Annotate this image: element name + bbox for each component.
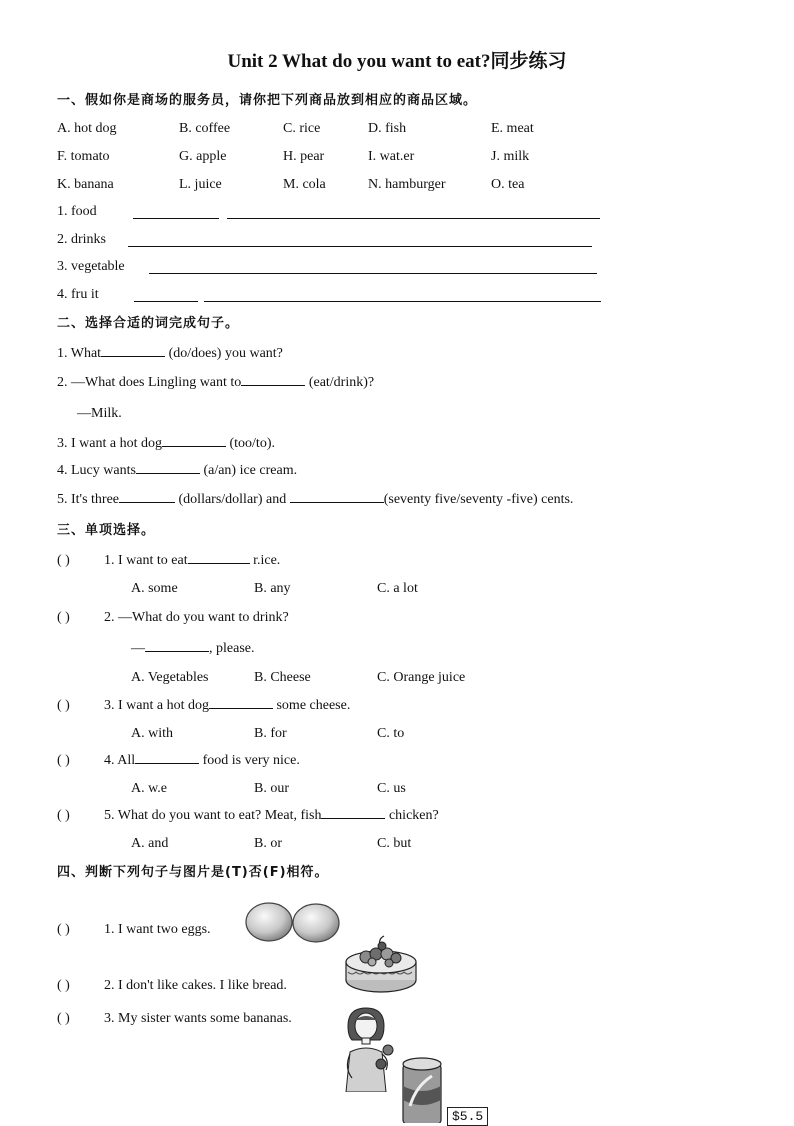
option-b: B. for (254, 726, 287, 741)
answer-line[interactable] (204, 301, 601, 302)
item-l: L. juice (179, 177, 222, 192)
item-g: G. apple (179, 149, 227, 164)
answer-paren[interactable]: ( ) (57, 808, 70, 823)
section2-heading: 二、选择合适的词完成句子。 (57, 316, 240, 331)
q-text: (dollars/dollar) and (175, 492, 290, 507)
option-c: C. but (377, 836, 412, 851)
category-fruit: 4. fru it (57, 287, 99, 302)
answer-paren[interactable]: ( ) (57, 1011, 70, 1026)
blank (321, 818, 385, 819)
q-text: 1. What (57, 346, 102, 361)
item-m: M. cola (283, 177, 326, 192)
item-n: N. hamburger (368, 177, 446, 192)
item-j: J. milk (491, 149, 530, 164)
section1-heading: 一、假如你是商场的服务员，请你把下列商品放到相应的商品区域。 (57, 93, 478, 108)
q-text: 2. —What does Lingling want to (57, 375, 242, 390)
option-c: C. Orange juice (377, 670, 466, 685)
q-text: 4. All (104, 753, 136, 768)
item-b: B. coffee (179, 121, 231, 136)
answer-line[interactable] (149, 273, 597, 274)
s3-q5 (104, 809, 439, 823)
blank[interactable] (101, 356, 165, 357)
page-title: Unit 2 What do you want to eat?同步练习 (227, 51, 567, 72)
s2-q2 (57, 376, 374, 390)
q-text: r.ice. (249, 553, 281, 568)
option-b: B. our (254, 781, 289, 796)
blank[interactable] (241, 385, 305, 386)
category-drinks: 2. drinks (57, 232, 106, 247)
option-a: A. and (131, 836, 169, 851)
item-c: C. rice (283, 121, 321, 136)
option-c: C. to (377, 726, 405, 741)
answer-line[interactable] (133, 218, 219, 219)
item-f: F. tomato (57, 149, 110, 164)
price-tag: $5.5 (447, 1107, 488, 1126)
answer-paren[interactable]: ( ) (57, 698, 70, 713)
s3-q3 (104, 699, 350, 713)
s2-q5 (57, 493, 573, 507)
item-i: I. wat.er (368, 149, 415, 164)
option-a: A. Vegetables (131, 670, 209, 685)
s3-q2: 2. —What do you want to drink? (104, 610, 289, 625)
q-text: (seventy five/seventy -five) cents. (383, 492, 574, 507)
s4-sentence-1: 1. I want two eggs. (104, 922, 211, 937)
option-c: C. us (377, 781, 406, 796)
q-text: 5. What do you want to eat? Meat, fish (104, 808, 322, 823)
q-text: (a/an) ice cream. (199, 463, 298, 478)
section4-heading: 四、判断下列句子与图片是(T)否(F)相符。 (57, 865, 329, 880)
option-c: C. a lot (377, 581, 418, 596)
blank[interactable] (136, 473, 200, 474)
answer-paren[interactable]: ( ) (57, 922, 70, 937)
s2-q3 (57, 437, 275, 451)
answer-paren[interactable]: ( ) (57, 753, 70, 768)
s2-q2-answer: —Milk. (77, 406, 122, 421)
q-text: 3. I want a hot dog (57, 436, 162, 451)
s4-sentence-3: 3. My sister wants some bananas. (104, 1011, 292, 1026)
q-text: (do/does) you want? (165, 346, 283, 361)
q-text: — (131, 641, 145, 656)
girl-picture (338, 1004, 400, 1092)
q-text: chicken? (385, 808, 439, 823)
s2-q4 (57, 464, 297, 478)
item-k: K. banana (57, 177, 114, 192)
option-a: A. w.e (131, 781, 168, 796)
option-a: A. with (131, 726, 173, 741)
s2-q1 (57, 347, 283, 361)
cake-picture (342, 932, 420, 996)
eggs-picture (244, 900, 342, 944)
answer-line[interactable] (227, 218, 600, 219)
blank (209, 708, 273, 709)
q-text: 1. I want to eat (104, 553, 188, 568)
option-b: B. or (254, 836, 282, 851)
item-a: A. hot dog (57, 121, 117, 136)
blank (135, 763, 199, 764)
q-text: 4. Lucy wants (57, 463, 136, 478)
option-a: A. some (131, 581, 178, 596)
category-vegetable: 3. vegetable (57, 259, 125, 274)
answer-paren[interactable]: ( ) (57, 610, 70, 625)
blank[interactable] (162, 446, 226, 447)
item-e: E. meat (491, 121, 534, 136)
item-o: O. tea (491, 177, 525, 192)
answer-line[interactable] (134, 301, 198, 302)
s3-q2-reply (131, 642, 254, 656)
blank (145, 651, 209, 652)
s4-sentence-2: 2. I don't like cakes. I like bread. (104, 978, 287, 993)
s3-q4 (104, 754, 300, 768)
q-text: 5. It's three (57, 492, 120, 507)
cola-can-picture (400, 1056, 444, 1123)
answer-paren[interactable]: ( ) (57, 978, 70, 993)
blank (188, 563, 250, 564)
answer-line[interactable] (128, 246, 592, 247)
q-text: 3. I want a hot dog (104, 698, 209, 713)
section3-heading: 三、单项选择。 (57, 523, 156, 538)
q-text: , please. (209, 641, 255, 656)
s3-q1 (104, 554, 280, 568)
q-text: some cheese. (272, 698, 351, 713)
item-d: D. fish (368, 121, 407, 136)
item-h: H. pear (283, 149, 325, 164)
blank[interactable] (290, 502, 384, 503)
option-b: B. Cheese (254, 670, 311, 685)
category-food: 1. food (57, 204, 97, 219)
q-text: (too/to). (225, 436, 275, 451)
q-text: (eat/drink)? (305, 375, 375, 390)
blank[interactable] (119, 502, 175, 503)
option-b: B. any (254, 581, 291, 596)
answer-paren[interactable]: ( ) (57, 553, 70, 568)
q-text: food is very nice. (199, 753, 300, 768)
